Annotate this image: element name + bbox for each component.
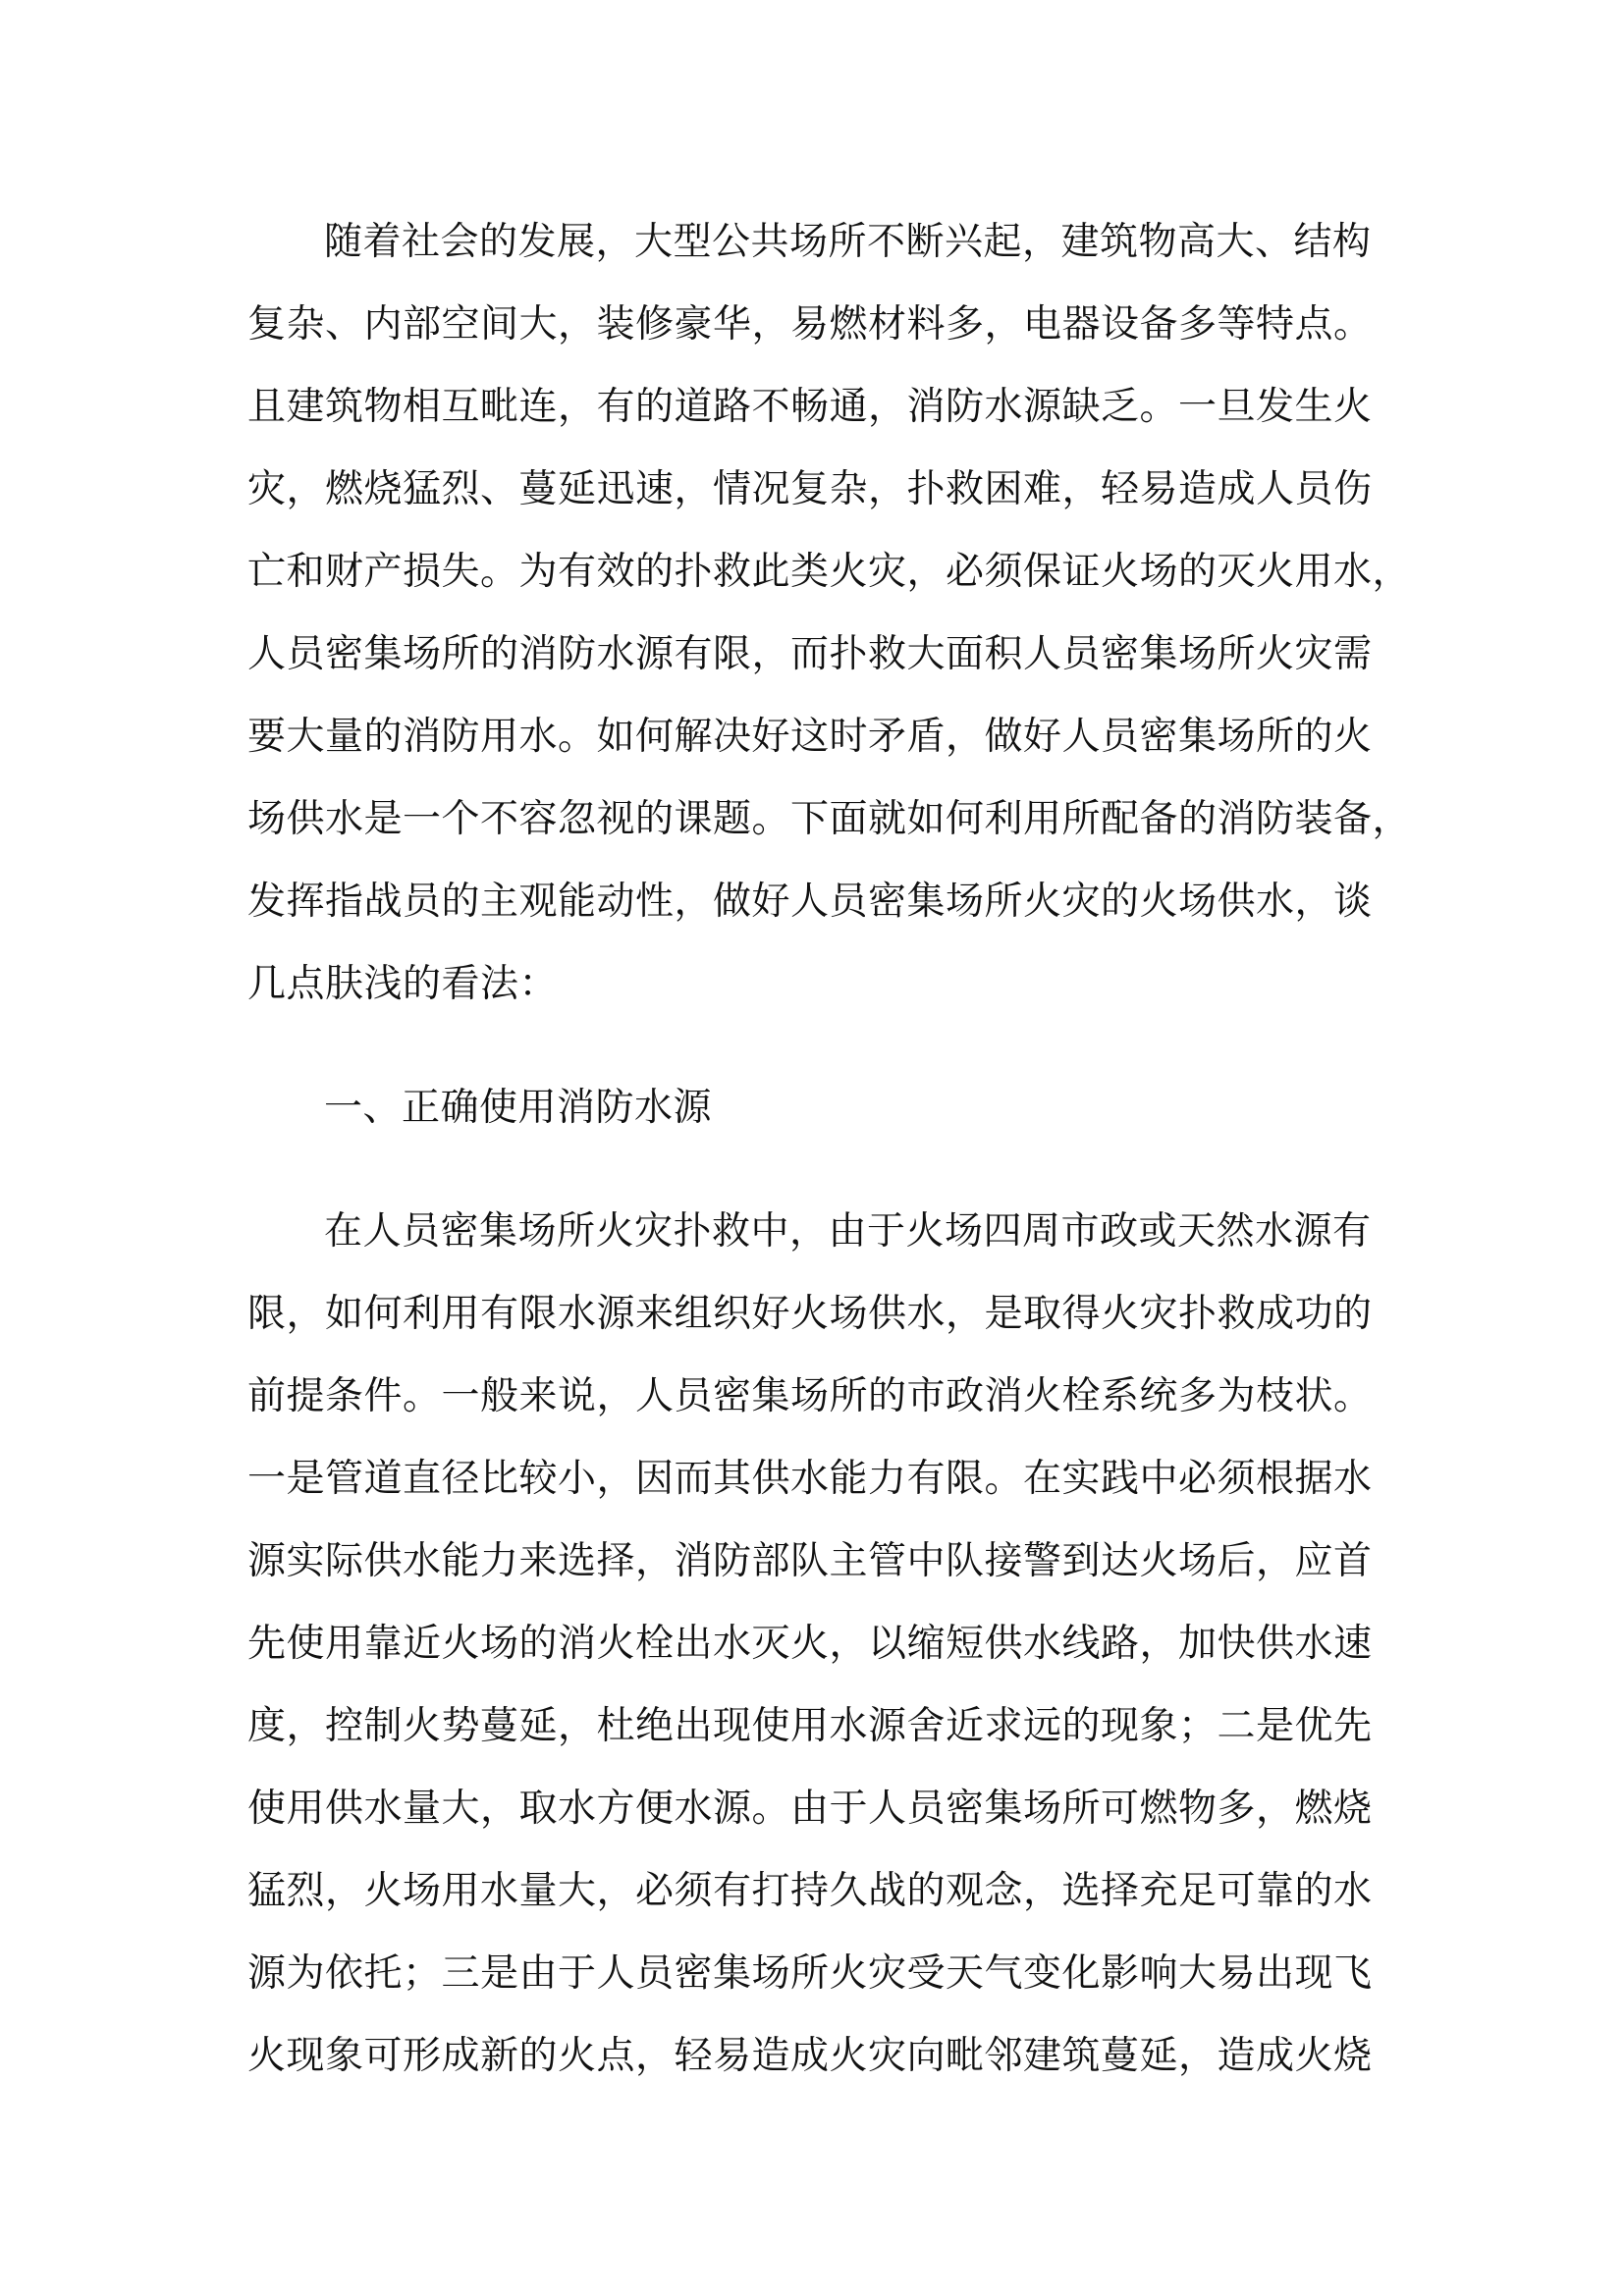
paragraph-1-line-3: 且建筑物相互毗连，有的道路不畅通，消防水源缺乏。一旦发生火: [247, 385, 1373, 429]
paragraph-2-line-9: 猛烈，火场用水量大，必须有打持久战的观念，选择充足可靠的水: [247, 1869, 1373, 1913]
paragraph-1-line-6: 人员密集场所的消防水源有限，而扑救大面积人员密集场所火灾需: [247, 632, 1373, 676]
paragraph-1-line-8: 场供水是一个不容忽视的课题。下面就如何利用所配备的消防装备，: [247, 797, 1412, 841]
paragraph-2-line-7: 度，控制火势蔓延，杜绝出现使用水源舍近求远的现象；二是优先: [247, 1704, 1373, 1748]
paragraph-2-line-6: 先使用靠近火场的消火栓出水灭火，以缩短供水线路，加快供水速: [247, 1622, 1373, 1666]
paragraph-2-line-8: 使用供水量大，取水方便水源。由于人员密集场所可燃物多，燃烧: [247, 1787, 1373, 1831]
paragraph-2-line-10: 源为依托；三是由于人员密集场所火灾受天气变化影响大易出现飞: [247, 1951, 1373, 1996]
paragraph-2-line-4: 一是管道直径比较小，因而其供水能力有限。在实践中必须根据水: [247, 1457, 1373, 1501]
paragraph-2-line-1: 在人员密集场所火灾扑救中，由于火场四周市政或天然水源有: [324, 1209, 1372, 1254]
paragraph-2-line-3: 前提条件。一般来说，人员密集场所的市政消火栓系统多为枝状。: [247, 1374, 1373, 1418]
paragraph-1-line-9: 发挥指战员的主观能动性，做好人员密集场所火灾的火场供水，谈: [247, 880, 1373, 924]
paragraph-1-line-2: 复杂、内部空间大，装修豪华，易燃材料多，电器设备多等特点。: [247, 302, 1373, 347]
paragraph-1-line-4: 灾，燃烧猛烈、蔓延迅速，情况复杂，扑救困难，轻易造成人员伤: [247, 467, 1373, 511]
paragraph-1-line-7: 要大量的消防用水。如何解决好这时矛盾，做好人员密集场所的火: [247, 715, 1373, 759]
paragraph-1-line-10: 几点肤浅的看法：: [247, 962, 559, 1006]
paragraph-2-line-5: 源实际供水能力来选择，消防部队主管中队接警到达火场后，应首: [247, 1539, 1373, 1583]
paragraph-1-line-5: 亡和财产损失。为有效的扑救此类火灾，必须保证火场的灭火用水，: [247, 550, 1412, 594]
paragraph-1-line-1: 随着社会的发展，大型公共场所不断兴起，建筑物高大、结构: [324, 220, 1372, 264]
paragraph-2-line-2: 限，如何利用有限水源来组织好火场供水，是取得火灾扑救成功的: [247, 1292, 1373, 1336]
section-heading-1: 一、正确使用消防水源: [324, 1086, 713, 1130]
paragraph-2-line-11: 火现象可形成新的火点，轻易造成火灾向毗邻建筑蔓延，造成火烧: [247, 2034, 1373, 2078]
document-page: [247, 0, 1412, 2296]
